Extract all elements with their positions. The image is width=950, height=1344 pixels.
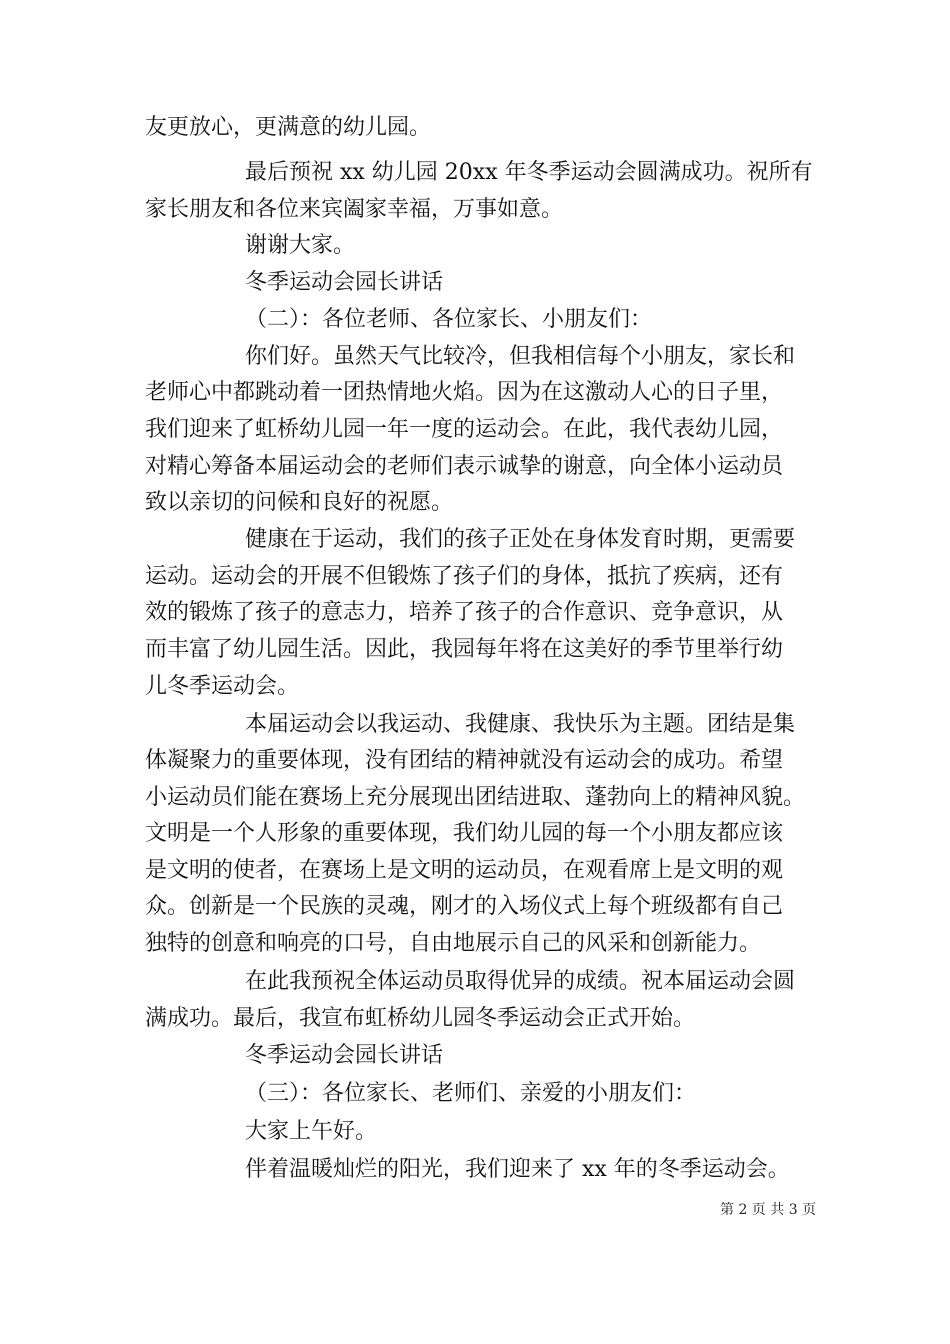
text-line: 家长朋友和各位来宾阖家幸福，万事如意。 (145, 197, 564, 222)
greeting-line: （二）：各位老师、各位家长、小朋友们： (245, 307, 653, 332)
text-line: 友更放心，更满意的幼儿园。 (145, 115, 432, 140)
section-heading: 冬季运动会园长讲话 (245, 1043, 444, 1068)
page-number-footer: 第 2 页 共 3 页 (720, 1202, 817, 1218)
text-line: 是文明的使者，在赛场上是文明的运动员，在观看席上是文明的观 (145, 858, 784, 883)
text-line: 体凝聚力的重要体现，没有团结的精神就没有运动会的成功。希望 (145, 748, 784, 773)
text-line: 我们迎来了虹桥幼儿园一年一度的运动会。在此，我代表幼儿园， (145, 417, 784, 442)
text-line: 文明是一个人形象的重要体现，我们幼儿园的每一个小朋友都应该 (145, 821, 784, 846)
text-line: 小运动员们能在赛场上充分展现出团结进取、蓬勃向上的精神风貌。 (145, 785, 806, 810)
text-line: 效的锻炼了孩子的意志力，培养了孩子的合作意识、竞争意识，从 (145, 600, 784, 625)
text-line: 谢谢大家。 (245, 233, 356, 258)
greeting-line: （三）：各位家长、老师们、亲爱的小朋友们： (245, 1081, 697, 1106)
text-line: 老师心中都跳动着一团热情地火焰。因为在这激动人心的日子里， (145, 380, 784, 405)
text-line: 本届运动会以我运动、我健康、我快乐为主题。团结是集 (245, 712, 796, 737)
text-line: 独特的创意和响亮的口号，自由地展示自己的风采和创新能力。 (145, 931, 762, 956)
text-line: 儿冬季运动会。 (145, 674, 300, 699)
text-line: 你们好。虽然天气比较冷，但我相信每个小朋友，家长和 (245, 344, 796, 369)
text-line: 在此我预祝全体运动员取得优异的成绩。祝本届运动会圆 (245, 969, 796, 994)
text-line: 最后预祝 xx 幼儿园 20xx 年冬季运动会圆满成功。祝所有 (245, 160, 813, 185)
text-line: 对精心筹备本届运动会的老师们表示诚挚的谢意，向全体小运动员 (145, 454, 784, 479)
text-line: 健康在于运动，我们的孩子正处在身体发育时期，更需要 (245, 527, 796, 552)
text-line: 大家上午好。 (245, 1119, 378, 1144)
text-line: 众。创新是一个民族的灵魂，刚才的入场仪式上每个班级都有自己 (145, 894, 784, 919)
section-heading: 冬季运动会园长讲话 (245, 270, 444, 295)
text-line: 运动。运动会的开展不但锻炼了孩子们的身体，抵抗了疾病，还有 (145, 564, 784, 589)
text-line: 致以亲切的问候和良好的祝愿。 (145, 490, 454, 515)
text-line: 而丰富了幼儿园生活。因此，我园每年将在这美好的季节里举行幼 (145, 637, 784, 662)
text-line: 伴着温暖灿烂的阳光，我们迎来了 xx 年的冬季运动会。 (245, 1157, 790, 1182)
text-line: 满成功。最后，我宣布虹桥幼儿园冬季运动会正式开始。 (145, 1006, 696, 1031)
